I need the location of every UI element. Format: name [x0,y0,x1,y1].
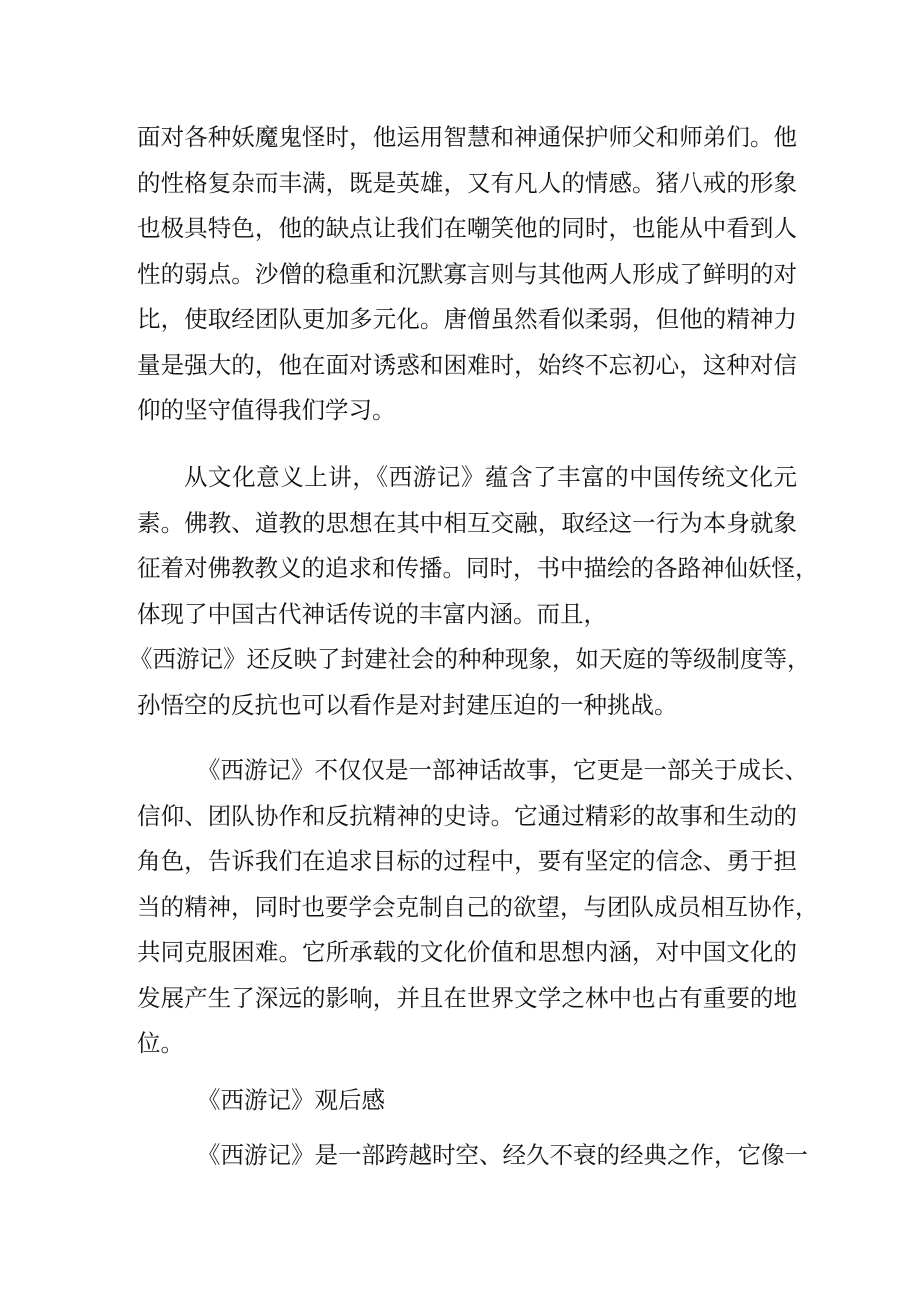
text-line: 当的精神，同时也要学会克制自己的欲望，与团队成员相互协作， [137,892,819,921]
text-line: 体现了中国古代神话传说的丰富内涵。而且， [137,599,607,628]
text-line: 《西游记》是一部跨越时空、经久不衰的经典之作，它像一 [197,1141,808,1169]
heading-title: 《西游记》观后感 [197,1086,385,1114]
paragraph-review-opening [137,1133,808,1179]
paragraph-cultural-meaning [129,455,819,728]
text-line: 面对各种妖魔鬼怪时，他运用智慧和神通保护师父和师弟们。他 [137,123,797,151]
text-line: 位。 [137,1029,184,1057]
text-line: 角色，告诉我们在追求目标的过程中，要有坚定的信念、勇于担 [137,847,797,875]
text-line: 也极具特色，他的缺点让我们在嘲笑他的同时，也能从中看到人 [137,214,797,242]
text-line: 量是强大的，他在面对诱惑和困难时，始终不忘初心，这种对信 [137,350,797,379]
text-line: 仰的坚守值得我们学习。 [137,396,396,424]
text-line: 性的弱点。沙僧的稳重和沉默寡言则与其他两人形成了鲜明的对 [137,259,797,288]
paragraph-conclusion [137,748,819,1067]
text-line: 共同克服困难。它所承载的文化价值和思想内涵，对中国文化的 [137,938,797,966]
text-line: 从文化意义上讲，《西游记》蕴含了丰富的中国传统文化元 [184,463,797,491]
paragraph-character-analysis [137,115,797,434]
text-line: 《西游记》不仅仅是一部神话故事，它更是一部关于成长、 [197,756,808,784]
section-heading [137,1078,797,1124]
text-line: 孙悟空的反抗也可以看作是对封建压迫的一种挑战。 [137,690,678,719]
text-line: 比，使取经团队更加多元化。唐僧虽然看似柔弱，但他的精神力 [137,305,797,333]
text-line: 发展产生了深远的影响，并且在世界文学之林中也占有重要的地 [137,983,797,1012]
text-line: 的性格复杂而丰满，既是英雄，又有凡人的情感。猪八戒的形象 [137,168,797,197]
text-line: 素。佛教、道教的思想在其中相互交融，取经这一行为本身就象 [137,508,797,537]
text-line: 《西游记》还反映了封建社会的种种现象，如天庭的等级制度等， [129,645,811,673]
text-line: 征着对佛教教义的追求和传播。同时，书中描绘的各路神仙妖怪， [137,554,819,582]
text-line: 信仰、团队协作和反抗精神的史诗。它通过精彩的故事和生动的 [137,801,797,830]
